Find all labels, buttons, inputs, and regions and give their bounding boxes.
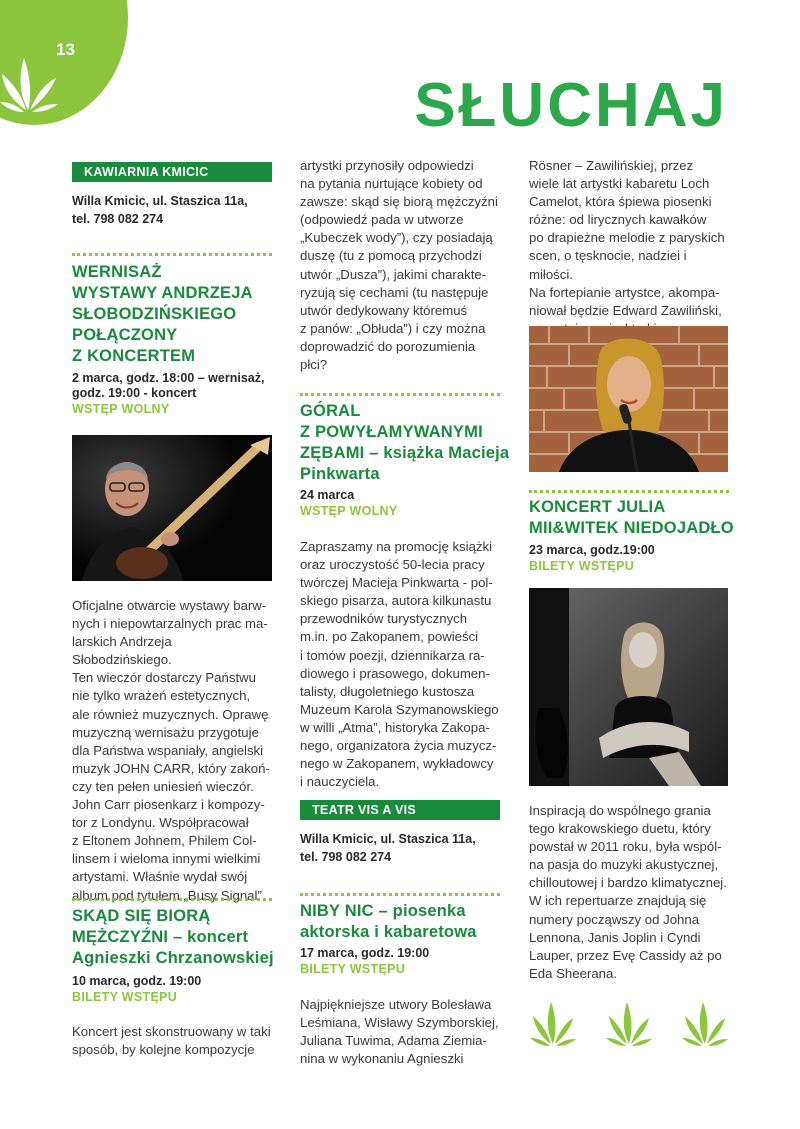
text-line: z Eltonem Johnem, Philem Col- [72, 833, 257, 849]
text-line: niował będzie Edward Zawiliński, [529, 302, 722, 318]
event-price: BILETY WSTĘPU [529, 559, 635, 573]
event-title-koncert-julia [529, 497, 734, 539]
text-line: różne: od lirycznych kawałków [529, 212, 707, 228]
event-title-wernisaz [72, 262, 253, 367]
text-line: utwór „Dusza”), jakimi charakte- [300, 266, 487, 282]
text-line: na pasja do muzyki akustycznej, [529, 857, 719, 873]
text-line: dla Państwa wspaniały, angielski [72, 742, 264, 758]
text-line: Muzeum Karola Szymanowskiego [300, 701, 499, 717]
event-price: WSTĘP WOLNY [72, 402, 170, 416]
venue-bar-teatr: TEATR VIS A VIS [300, 800, 500, 820]
date-line: 2 marca, godz. 18:00 – wernisaż, [72, 371, 265, 385]
text-line: scen, o tęsknocie, nadziei i miłości. [529, 248, 687, 282]
leaf-decoration-row [529, 998, 729, 1050]
title-line: Z POWYŁAMYWANYMI [300, 423, 483, 441]
text-line: płci? [300, 357, 328, 373]
text-line: twórczej Macieja Pinkwarta - pol- [300, 575, 493, 591]
text-line: po drapieżne melodie z paryskich [529, 230, 725, 246]
dotted-divider [300, 393, 500, 396]
text-line: album pod tytułem „Busy Signal”. [72, 887, 266, 903]
text-line: z panów: „Obłuda”) i czy można [300, 320, 486, 336]
text-line: Ten wieczór dostarczy Państwu [72, 670, 256, 686]
address-line: Willa Kmicic, ul. Staszica 11a, [300, 832, 476, 846]
section-title: SŁUCHAJ [414, 71, 728, 140]
event-title-skad-sie-biora [72, 906, 274, 969]
text-line: i nauczyciela. [300, 774, 380, 790]
page-number: 13 [56, 40, 75, 59]
text-line: przewodników turystycznych [300, 611, 468, 627]
text-line: Eda Sheerana. [529, 965, 617, 981]
text-line: duszę (tu z pomocą przychodzi [300, 248, 482, 264]
text-line: oraz uroczystość 50-lecia pracy [300, 557, 485, 573]
photo-singer-brick-wall [529, 326, 728, 472]
text-line: Koncert jest skonstruowany w taki [72, 1024, 271, 1039]
text-line: talisty, długoletniego kustosza [300, 683, 475, 699]
event-date: 23 marca, godz.19:00 [529, 543, 655, 557]
text-line: w willi „Atma”, historyka Zakopa- [300, 719, 490, 735]
title-line: NIBY NIC – piosenka [300, 902, 466, 920]
text-line: tego krakowskiego duetu, który [529, 821, 711, 837]
text-line: linsem i wieloma innymi wielkimi [72, 851, 261, 867]
text-line: „Kubeczek wody”), czy posiadają [300, 230, 493, 246]
event-title-niby-nic [300, 901, 477, 943]
event-price: BILETY WSTĘPU [72, 990, 178, 1004]
title-line: aktorska i kabaretowa [300, 923, 477, 941]
continued-text [300, 157, 500, 374]
text-line: Na fortepianie artystce, akompa- [529, 284, 720, 300]
title-line: WERNISAŻ [72, 263, 162, 281]
event-title-goral [300, 401, 509, 485]
title-line: Pinkwarta [300, 465, 380, 483]
text-line: John Carr piosenkarz i kompozy- [72, 797, 265, 813]
text-line: chilloutowej i bardzo klimatycznej. [529, 875, 727, 891]
text-line: Leśmiana, Wisławy Szymborskiej, [300, 1015, 499, 1031]
event-date: 17 marca, godz. 19:00 [300, 946, 430, 960]
text-line: doprowadzić do porozumienia [300, 338, 476, 354]
text-line: (odpowiedź pada w utworze [300, 212, 464, 228]
text-line: artystami. Właśnie wydał swój [72, 869, 248, 885]
dotted-divider [300, 893, 500, 896]
text-line: muzyk JOHN CARR, który zakoń- [72, 760, 270, 776]
continued-text [529, 157, 734, 338]
title-line: Z KONCERTEM [72, 347, 196, 365]
text-line: i tomów poezji, dziennikarza ra- [300, 647, 485, 663]
text-line: artystki przynosiły odpowiedzi [300, 158, 474, 173]
venue-bar-kmicic: KAWIARNIA KMICIC [72, 162, 272, 182]
text-line: skiego pisarza, autora kilkunastu [300, 593, 492, 609]
text-line: na pytania nurtujące kobiety od [300, 176, 483, 192]
text-line: czy ten pełen uniesień wieczór. [72, 778, 254, 794]
text-line: Lennona, Janis Joplin i Cyndi [529, 929, 701, 945]
text-line: Inspiracją do wspólnego grania [529, 803, 711, 818]
text-line: nego, organizatora życia muzycz- [300, 738, 497, 754]
dotted-divider [72, 898, 272, 901]
text-line: diowego i prasowego, dokumen- [300, 665, 490, 681]
leaf-plant-icon [681, 998, 729, 1050]
text-line: utwór dedykowany któremuś [300, 302, 468, 318]
event-date: 10 marca, godz. 19:00 [72, 974, 202, 988]
text-line: Zapraszamy na promocję książki [300, 539, 493, 554]
title-line: Agnieszki Chrzanowskiej [72, 949, 274, 967]
photo-julia-mii [529, 588, 728, 786]
text-line: Najpiękniejsze utwory Bolesława [300, 997, 492, 1012]
text-line: W ich repertuarze znajdują się [529, 893, 707, 909]
event-description [300, 996, 500, 1068]
event-description [300, 538, 500, 791]
event-date [72, 371, 264, 401]
title-line: SKĄD SIĘ BIORĄ [72, 907, 211, 925]
text-line: larskich Andrzeja Słobodzińskiego. [72, 634, 172, 668]
title-line: SŁOBODZIŃSKIEGO [72, 305, 237, 323]
text-line: Camelot, która śpiewa piosenki [529, 194, 712, 210]
dotted-divider [529, 490, 729, 493]
text-line: nie tylko wrażeń estetycznych, [72, 688, 251, 704]
event-description [529, 802, 734, 983]
text-line: nych i niepowtarzalnych prac ma- [72, 616, 268, 632]
venue-address [72, 192, 248, 228]
event-price: BILETY WSTĘPU [300, 962, 406, 976]
text-line: sposób, by kolejne kompozycje [72, 1042, 255, 1058]
text-line: tor z Londynu. Współpracował [72, 815, 249, 831]
title-line: WYSTAWY ANDRZEJA [72, 284, 253, 302]
title-line: MII&WITEK NIEDOJADŁO [529, 519, 734, 537]
text-line: Oficjalne otwarcie wystawy barw- [72, 598, 267, 613]
text-line: nego w Zakopanem, wykładowcy [300, 756, 494, 772]
dotted-divider [72, 253, 272, 256]
event-date: 24 marca [300, 488, 355, 502]
title-line: MĘŻCZYŹNI – koncert [72, 928, 249, 946]
leaf-plant-icon [529, 998, 577, 1050]
text-line: ryzują się cechami (tu następuje [300, 284, 489, 300]
event-price: WSTĘP WOLNY [300, 504, 398, 518]
event-description [72, 597, 272, 905]
title-line: KONCERT JULIA [529, 498, 666, 516]
text-line: wiele lat artystki kabaretu Loch [529, 176, 710, 192]
text-line: ale również muzycznych. Oprawę [72, 706, 269, 722]
text-line: m.in. po Zakopanem, powieści [300, 629, 479, 645]
title-line: GÓRAL [300, 402, 361, 420]
phone-line: tel. 798 082 274 [300, 850, 392, 864]
title-line: POŁĄCZONY [72, 326, 178, 344]
phone-line: tel. 798 082 274 [72, 212, 164, 226]
text-line: muzyczną wernisażu przygotuje [72, 724, 259, 740]
text-line: Rösner – Zawilińskiej, przez [529, 158, 694, 173]
text-line: Lauper, przez Evę Cassidy aż po [529, 947, 722, 963]
event-description [72, 1023, 272, 1059]
date-line: godz. 19:00 - koncert [72, 386, 197, 400]
photo-john-carr [72, 435, 272, 581]
text-line: nina w wykonaniu Agnieszki [300, 1051, 464, 1067]
text-line: Juliana Tuwima, Adama Ziemia- [300, 1033, 487, 1049]
leaf-plant-icon [0, 40, 60, 116]
address-line: Willa Kmicic, ul. Staszica 11a, [72, 194, 248, 208]
title-line: ZĘBAMI – książka Macieja [300, 444, 510, 462]
venue-address [300, 830, 476, 866]
text-line: powstał w 2011 roku, była wspól- [529, 839, 722, 855]
leaf-plant-icon [605, 998, 653, 1050]
text-line: numery począwszy od Johna [529, 911, 700, 927]
text-line: zawsze: skąd się biorą mężczyźni [300, 194, 498, 210]
